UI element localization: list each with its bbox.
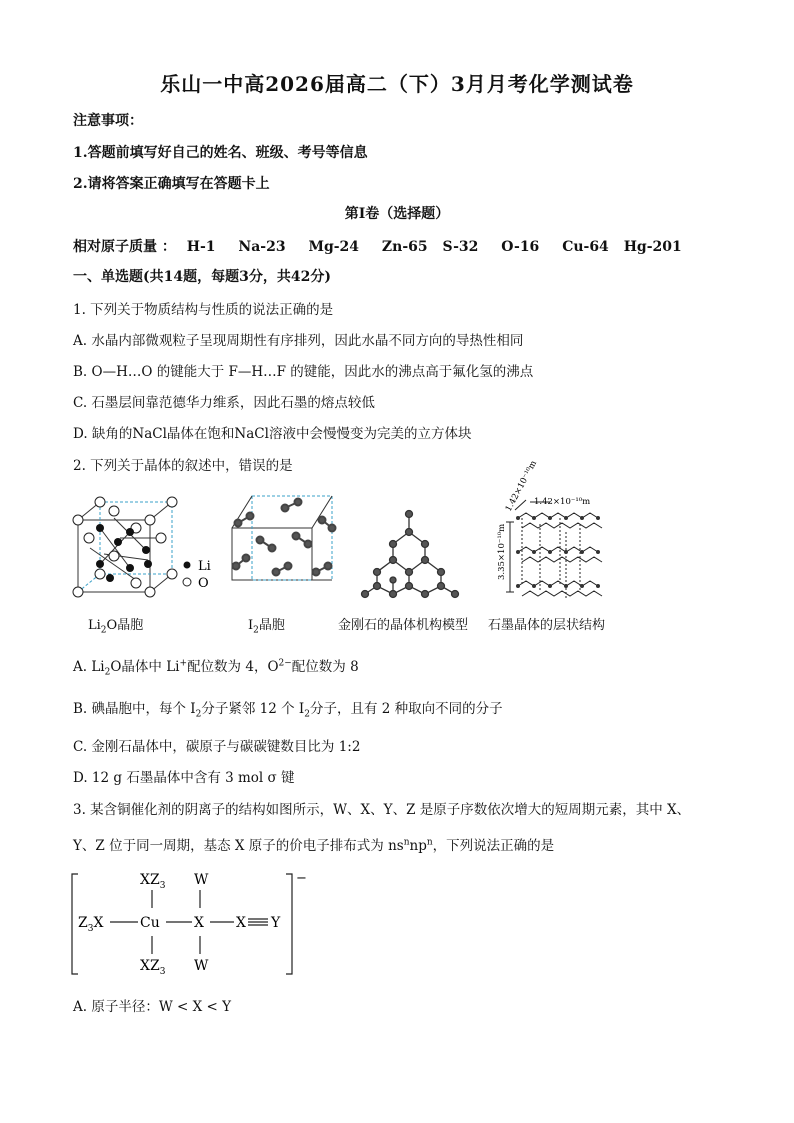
volume-heading: 第I卷（选择题） — [344, 206, 450, 222]
atomic-mass-item: Hg-201 — [623, 239, 682, 255]
atomic-mass-item: Na-23 — [238, 239, 286, 255]
caption-i2: $I_2$晶胞 — [248, 618, 285, 636]
q3-stem-line-2: Y、Z 位于同一周期，基态 X 原子的价电子排布式为 $ns^nnp^n$，下列说法正确的是 — [73, 837, 555, 854]
struct-bottom-w: W — [194, 958, 209, 974]
atomic-mass-item: Mg-24 — [308, 239, 360, 255]
caption-li2o: $Li_2O$晶胞 — [88, 618, 144, 636]
q1-option-b: B. O—H…O 的键能大于 F—H…F 的键能，因此水的沸点高于氟化氢的沸点 — [73, 364, 534, 380]
q1-stem: 1. 下列关于物质结构与性质的说法正确的是 — [73, 302, 334, 318]
atomic-mass-item: Cu-64 — [562, 239, 609, 255]
q2-option-d: D. 12 g 石墨晶体中含有 3 mol σ 键 — [73, 770, 295, 786]
bracket-lines — [72, 874, 292, 974]
legend-li-label: Li — [198, 559, 211, 574]
q1-option-a: A. 水晶内部微观粒子呈现周期性有序排列，因此水晶不同方向的导热性相同 — [73, 333, 524, 349]
struct-bottom-xz3: $XZ_3$ — [140, 958, 166, 977]
q1-option-c: C. 石墨层间靠范德华力维系，因此石墨的熔点较低 — [73, 395, 375, 411]
li2o-atoms — [73, 497, 177, 597]
legend-o-label: O — [198, 576, 209, 591]
q2-option-a: A. $Li_2O$晶体中 Li+配位数为 4，$O^{2-}$配位数为 8 — [73, 658, 359, 678]
atomic-mass-item: H-1 — [186, 239, 216, 255]
atomic-mass-item: O-16 — [501, 239, 540, 255]
caption-graphite: 石墨晶体的层状结构 — [488, 618, 606, 633]
graphite-bond-length-label-2: 1.42×10⁻¹⁰m — [534, 497, 591, 507]
notice-item-1: 1.答题前填写好自己的姓名、班级、考号等信息 — [73, 145, 368, 161]
q3-structure-diagram — [66, 866, 316, 982]
atomic-mass-item: S-32 — [442, 239, 479, 255]
q3-stem-line-1: 3. 某含铜催化剂的阴离子的结构如图所示，W、X、Y、Z 是原子序数依次增大的短周期元素，其中 X、 — [73, 802, 691, 818]
struct-x-right: X — [236, 915, 246, 931]
caption-diamond: 金刚石的晶体机构模型 — [338, 618, 469, 633]
struct-left-z3x: $Z_3X$ — [78, 915, 104, 934]
struct-cu: Cu — [140, 915, 160, 931]
atomic-mass-label: 相对原子质量 ： — [73, 239, 176, 255]
atomic-mass-item: Zn-65 — [381, 239, 428, 255]
struct-x-center: X — [194, 915, 204, 931]
section-heading: 一、单选题(共14题，每题3分，共42分) — [73, 269, 331, 285]
graphite-structure-figure — [506, 500, 602, 598]
struct-y: Y — [271, 915, 281, 931]
page-title: 乐山一中高2026届高二（下）3月月考化学测试卷 — [160, 72, 634, 96]
legend-o-dot — [183, 578, 191, 586]
legend-li-dot — [184, 562, 191, 569]
q3-option-a: A. 原子半径：W < X < Y — [73, 999, 232, 1015]
graphite-layer-distance-label: 3.35×10⁻¹⁰m — [497, 523, 507, 580]
struct-top-w: W — [194, 872, 209, 888]
q2-stem: 2. 下列关于晶体的叙述中，错误的是 — [73, 458, 293, 474]
diamond-structure-figure — [362, 511, 459, 598]
graphite-bond-length-label: 1.42×10⁻¹⁰m — [503, 459, 540, 514]
notice-heading: 注意事项： — [73, 113, 143, 129]
q2-option-b: B. 碘晶胞中，每个 $I_2$分子紧邻 12 个 $I_2$分子，且有 2 种取向不同的分子 — [73, 701, 503, 720]
q2-option-c: C. 金刚石晶体中，碳原子与碳碳键数目比为 1:2 — [73, 739, 361, 755]
notice-item-2: 2.请将答案正确填写在答题卡上 — [73, 176, 270, 192]
i2-molecules — [233, 499, 336, 576]
q1-option-d: D. 缺角的NaCl晶体在饱和NaCl溶液中会慢慢变为完美的立方体块 — [73, 426, 472, 442]
struct-charge: − — [296, 871, 307, 886]
atomic-mass-line — [73, 236, 682, 256]
li2o-cell-figure — [78, 502, 172, 592]
struct-top-xz3: $XZ_3$ — [140, 872, 166, 891]
